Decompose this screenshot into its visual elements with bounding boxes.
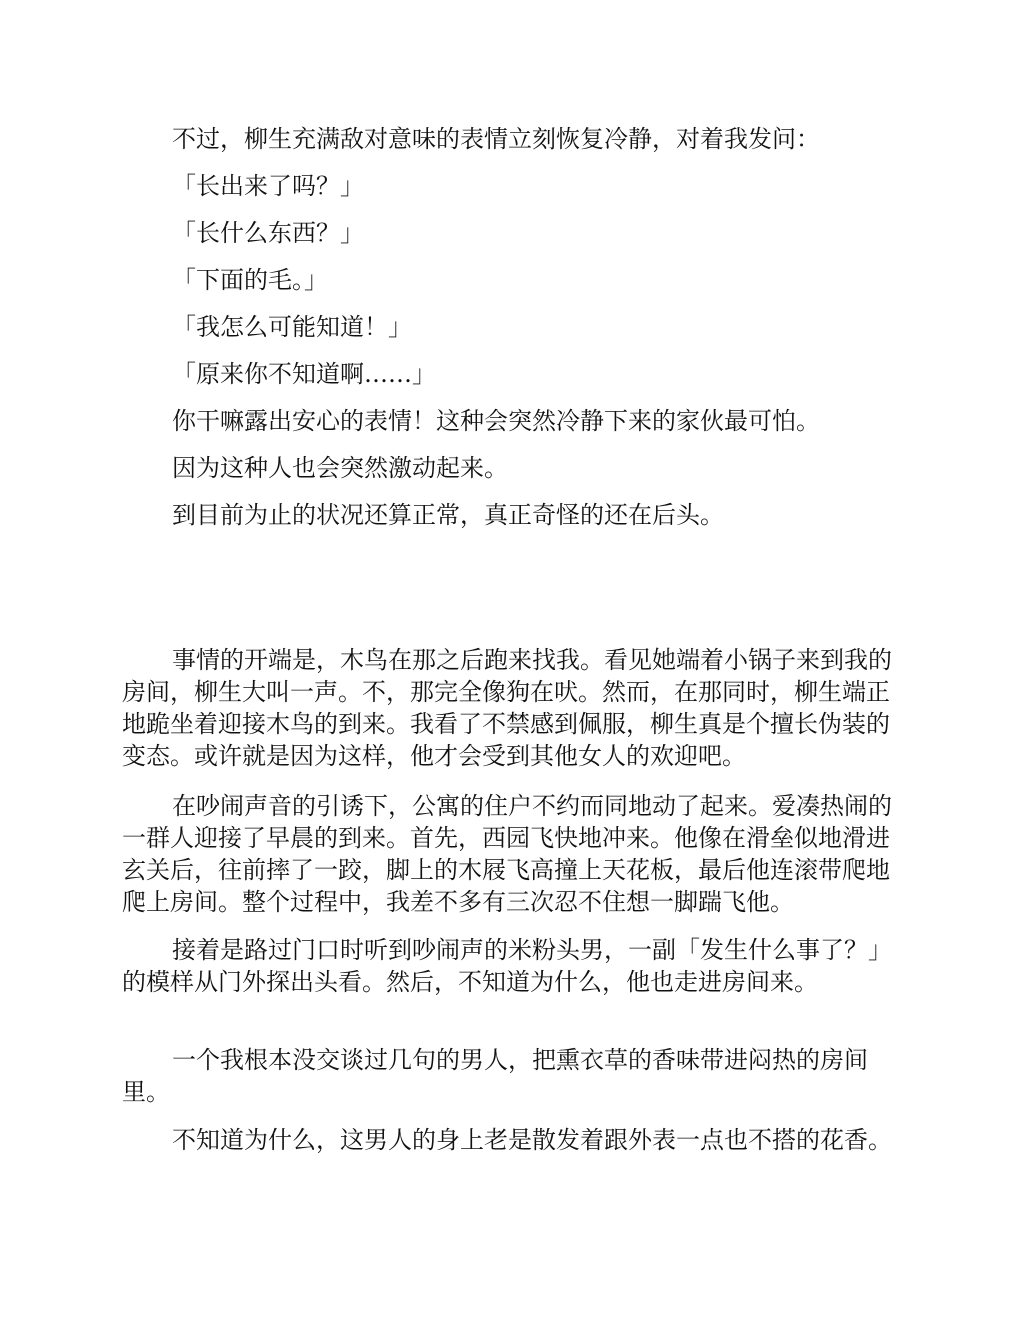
dialogue-line: 「下面的毛。」 — [172, 266, 328, 294]
dialogue-line: 「长什么东西？」 — [172, 219, 364, 247]
text-line: 不过，柳生充满敌对意味的表情立刻恢复冷静，对着我发问： — [172, 125, 820, 153]
paragraph: 不知道为什么，这男人的身上老是散发着跟外表一点也不搭的花香。 — [172, 1126, 892, 1154]
paragraph: 在吵闹声音的引诱下，公寓的住户不约而同地动了起来。爱凑热闹的一群人迎接了早晨的到来。首先，西园飞快地冲来。他像在滑垒似地滑进玄关后，往前摔了一跤，脚上的木屐飞高撞上天花板，最后他连滚带爬地爬上房间。整个过程中，我差不多有三次忍不住想一脚踹飞他。 — [122, 792, 892, 916]
text-line: 你干嘛露出安心的表情！这种会突然冷静下来的家伙最可怕。 — [172, 407, 820, 435]
paragraph: 一个我根本没交谈过几句的男人，把熏衣草的香味带进闷热的房间里。 — [122, 1046, 868, 1106]
text-line: 因为这种人也会突然激动起来。 — [172, 454, 508, 482]
text-line: 到目前为止的状况还算正常，真正奇怪的还在后头。 — [172, 501, 724, 529]
dialogue-line: 「原来你不知道啊……」 — [172, 360, 436, 388]
paragraph: 事情的开端是，木鸟在那之后跑来找我。看见她端着小锅子来到我的房间，柳生大叫一声。不，那完全像狗在吠。然而，在那同时，柳生端正地跪坐着迎接木鸟的到来。我看了不禁感到佩服，柳生真是个擅长伪装的变态。或许就是因为这样，他才会受到其他女人的欢迎吧。 — [122, 646, 892, 770]
paragraph: 接着是路过门口时听到吵闹声的米粉头男，一副「发生什么事了？」的模样从门外探出头看。然后，不知道为什么，他也走进房间来。 — [122, 936, 892, 996]
dialogue-line: 「长出来了吗？」 — [172, 172, 364, 200]
dialogue-line: 「我怎么可能知道！」 — [172, 313, 412, 341]
